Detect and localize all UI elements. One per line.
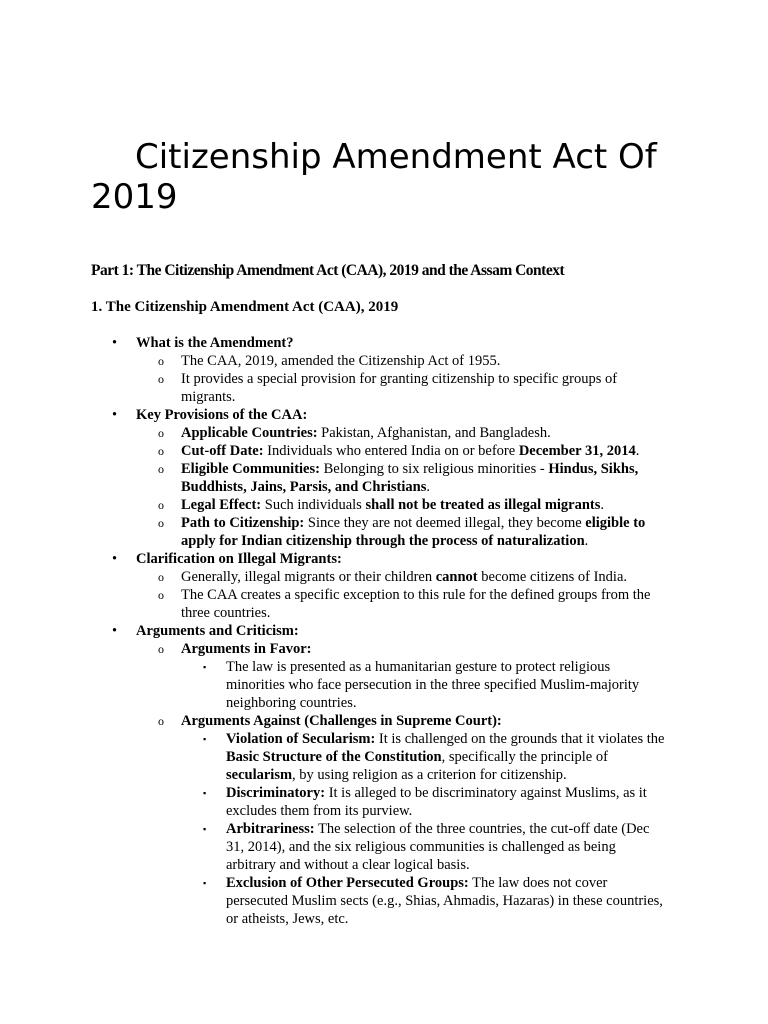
- item-label: Discriminatory:: [226, 785, 326, 801]
- title-line-1: Citizenship Amendment Act Of: [135, 137, 657, 177]
- item-text: Generally, illegal migrants or their children: [181, 569, 436, 585]
- item-label: Violation of Secularism:: [226, 731, 376, 747]
- circle-marker: o: [158, 498, 164, 512]
- item-label: Path to Citizenship:: [181, 515, 305, 531]
- item-text: .: [600, 497, 605, 513]
- item-heading: Clarification on Illegal Migrants:: [136, 551, 342, 567]
- circle-marker: o: [158, 372, 164, 386]
- item-emphasis: December 31, 2014: [518, 443, 636, 459]
- item-label: Legal Effect:: [181, 497, 262, 513]
- list-item: [0, 514, 768, 550]
- item-text: It is challenged on the grounds that it violates the: [375, 731, 665, 747]
- item-emphasis: Basic Structure of the Constitution: [226, 749, 442, 765]
- item-label: Eligible Communities:: [181, 461, 320, 477]
- item-text: , specifically the principle of: [441, 749, 608, 765]
- list-item: [0, 586, 768, 622]
- list-item: [0, 424, 768, 442]
- circle-marker: o: [158, 354, 164, 368]
- item-heading: Arguments Against (Challenges in Supreme Court):: [181, 713, 502, 729]
- item-text: .: [635, 443, 640, 459]
- document-body: [0, 334, 768, 928]
- circle-marker: o: [158, 570, 164, 584]
- item-heading: What is the Amendment?: [136, 335, 294, 351]
- item-heading: Arguments in Favor:: [181, 641, 312, 657]
- item-emphasis: eligible to apply for Indian citizenship through the process of naturalization: [181, 515, 646, 549]
- list-item-arguments-favor: [0, 640, 768, 658]
- square-marker: ▪: [203, 734, 207, 744]
- list-item: [0, 820, 768, 874]
- list-item: [0, 442, 768, 460]
- item-text: Since they are not deemed illegal, they become: [304, 515, 586, 531]
- list-item: [0, 352, 768, 370]
- page-title: [91, 137, 731, 217]
- item-text: become citizens of India.: [477, 569, 628, 585]
- title-line-2: 2019: [91, 177, 178, 217]
- list-item: [0, 370, 768, 406]
- item-heading: Arguments and Criticism:: [136, 623, 299, 639]
- list-item: [0, 784, 768, 820]
- list-item: [0, 460, 768, 496]
- item-text: , by using religion as a criterion for citizenship.: [292, 767, 567, 783]
- circle-marker: o: [158, 588, 164, 602]
- list-item-clarification: [0, 550, 768, 568]
- item-heading: Key Provisions of the CAA:: [136, 407, 308, 423]
- bullet-marker: •: [112, 551, 118, 567]
- square-marker: ▪: [203, 662, 207, 672]
- item-text: Pakistan, Afghanistan, and Bangladesh.: [317, 425, 551, 441]
- circle-marker: o: [158, 444, 164, 458]
- list-item-what-is-amendment: [0, 334, 768, 352]
- item-text: Individuals who entered India on or before: [263, 443, 519, 459]
- square-marker: ▪: [203, 788, 207, 798]
- bullet-marker: •: [112, 407, 118, 423]
- bullet-marker: •: [112, 335, 118, 351]
- list-item: [0, 874, 768, 928]
- item-text: It is alleged to be discriminatory against Muslims, as it excludes them from its purview.: [226, 785, 647, 819]
- item-emphasis: cannot: [435, 569, 478, 585]
- item-text: The CAA, 2019, amended the Citizenship Act of 1955.: [181, 353, 501, 369]
- item-label: Applicable Countries:: [181, 425, 318, 441]
- square-marker: ▪: [203, 878, 207, 888]
- list-item: [0, 568, 768, 586]
- circle-marker: o: [158, 516, 164, 530]
- item-emphasis: shall not be treated as illegal migrants: [365, 497, 601, 513]
- circle-marker: o: [158, 642, 164, 656]
- item-text: The law is presented as a humanitarian gesture to protect religious minorities who face persecution in the three specified Muslim-majority neighboring countries.: [226, 659, 640, 711]
- item-emphasis: Hindus, Sikhs, Buddhists, Jains, Parsis, and Christians: [181, 461, 639, 495]
- circle-marker: o: [158, 714, 164, 728]
- circle-marker: o: [158, 462, 164, 476]
- list-item-key-provisions: [0, 406, 768, 424]
- item-text: Belonging to six religious minorities -: [319, 461, 549, 477]
- item-label: Cut-off Date:: [181, 443, 264, 459]
- item-text: The law does not cover persecuted Muslim sects (e.g., Shias, Ahmadis, Hazaras) in these countries, or atheists, Jews, etc.: [226, 875, 663, 927]
- item-text: .: [584, 533, 589, 549]
- list-item-arguments: [0, 622, 768, 640]
- item-text: The CAA creates a specific exception to this rule for the defined groups from the three countries.: [181, 587, 651, 621]
- list-item-arguments-against: [0, 712, 768, 730]
- list-item: [0, 658, 768, 712]
- list-item: [0, 730, 768, 784]
- item-text: .: [426, 479, 430, 495]
- item-label: Arbitrariness:: [226, 821, 315, 837]
- item-text: Such individuals: [261, 497, 366, 513]
- part-heading: Part 1: The Citizenship Amendment Act (CAA), 2019 and the Assam Context: [91, 262, 565, 279]
- item-emphasis: secularism: [226, 767, 293, 783]
- bullet-marker: •: [112, 623, 118, 639]
- section-heading: 1. The Citizenship Amendment Act (CAA), 2019: [91, 299, 399, 315]
- square-marker: ▪: [203, 824, 207, 834]
- list-item: [0, 496, 768, 514]
- item-text: The selection of the three countries, the cut-off date (Dec 31, 2014), and the six religious communities is challenged as being arbitrary and without a clear logical basis.: [226, 821, 650, 873]
- item-text: It provides a special provision for granting citizenship to specific groups of migrants.: [181, 371, 618, 405]
- item-label: Exclusion of Other Persecuted Groups:: [226, 875, 469, 891]
- circle-marker: o: [158, 426, 164, 440]
